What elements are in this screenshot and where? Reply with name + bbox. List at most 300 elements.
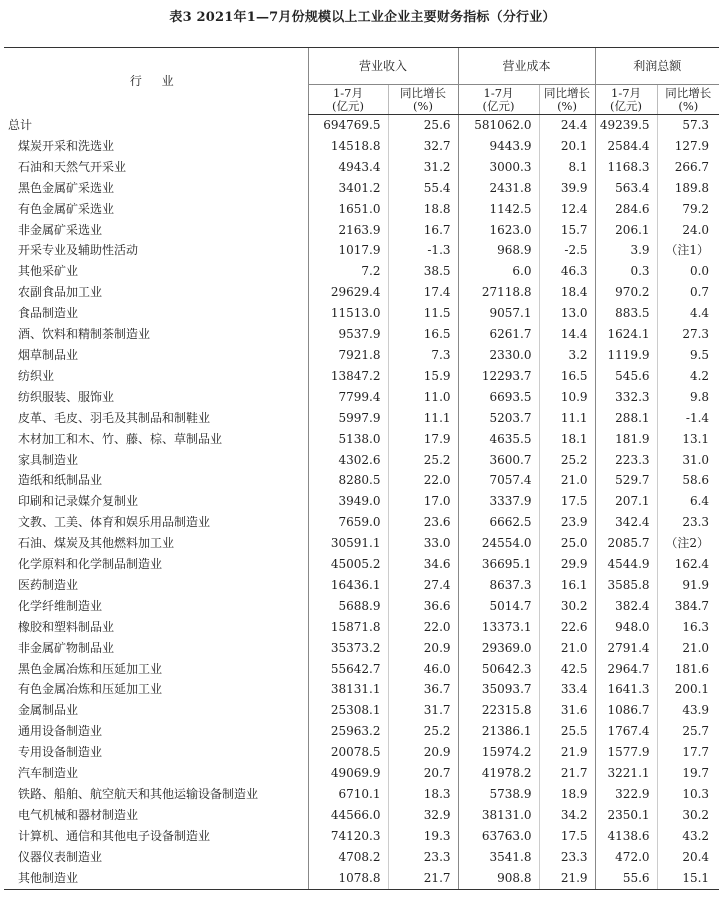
revenue-growth-cell: -1.3: [388, 240, 458, 261]
cost-growth-cell: -2.5: [539, 240, 595, 261]
cost-cell: 3337.9: [458, 491, 539, 512]
cost-growth-cell: 18.9: [539, 784, 595, 805]
industry-name-cell: 非金属矿采选业: [18, 222, 103, 237]
revenue-growth-cell: 15.9: [388, 366, 458, 387]
revenue-growth-cell: 55.4: [388, 178, 458, 199]
table-row: [4, 136, 719, 157]
revenue-growth-cell: 32.7: [388, 136, 458, 157]
profit-growth-cell: 19.7: [657, 763, 719, 784]
table-row: [4, 784, 719, 805]
cost-growth-cell: 16.1: [539, 575, 595, 596]
table-row: [4, 847, 719, 868]
profit-cell: 342.4: [595, 512, 657, 533]
industry-name-cell: 化学纤维制造业: [18, 598, 103, 613]
profit-cell: 206.1: [595, 220, 657, 241]
cost-cell: 6693.5: [458, 387, 539, 408]
profit-cell: 207.1: [595, 491, 657, 512]
industry-name-cell: 有色金属冶炼和压延加工业: [18, 682, 163, 697]
revenue-cell: 1651.0: [308, 199, 388, 220]
industry-name-cell: 通用设备制造业: [18, 724, 103, 739]
revenue-growth-cell: 31.2: [388, 157, 458, 178]
revenue-growth-cell: 22.0: [388, 470, 458, 491]
revenue-growth-cell: 18.3: [388, 784, 458, 805]
profit-cell: 472.0: [595, 847, 657, 868]
profit-growth-cell: 58.6: [657, 470, 719, 491]
cost-growth-cell: 13.0: [539, 303, 595, 324]
profit-growth-cell: 43.9: [657, 700, 719, 721]
table-row: [4, 450, 719, 471]
cost-growth-cell: 21.0: [539, 638, 595, 659]
revenue-cell: 45005.2: [308, 554, 388, 575]
cost-growth-cell: 25.5: [539, 721, 595, 742]
profit-cell: 563.4: [595, 178, 657, 199]
cost-cell: 1142.5: [458, 199, 539, 220]
profit-growth-cell: 57.3: [657, 115, 719, 136]
profit-growth-cell: 91.9: [657, 575, 719, 596]
table-row: [4, 659, 719, 680]
industry-name-cell: 专用设备制造业: [18, 745, 103, 760]
cost-growth-cell: 21.9: [539, 868, 595, 889]
revenue-growth-cell: 17.4: [388, 282, 458, 303]
cost-cell: 38131.0: [458, 805, 539, 826]
table-row: [4, 303, 719, 324]
cost-cell: 13373.1: [458, 617, 539, 638]
profit-cell: 2791.4: [595, 638, 657, 659]
revenue-growth-cell: 17.0: [388, 491, 458, 512]
profit-cell: 332.3: [595, 387, 657, 408]
industry-name-cell: 其他制造业: [4, 868, 308, 889]
cost-growth-cell: 25.0: [539, 533, 595, 554]
table-row: [4, 157, 719, 178]
revenue-cell: 49069.9: [308, 763, 388, 784]
revenue-cell: 14518.8: [308, 136, 388, 157]
table-row: [4, 721, 719, 742]
cost-growth-cell: 18.1: [539, 429, 595, 450]
profit-growth-cell: 266.7: [657, 157, 719, 178]
table-row: [4, 491, 719, 512]
revenue-growth-cell: 33.0: [388, 533, 458, 554]
revenue-cell: 4708.2: [308, 847, 388, 868]
profit-growth-cell: （注2）: [657, 533, 719, 554]
industry-name-cell: 文教、工美、体育和娱乐用品制造业: [18, 515, 211, 530]
cost-cell: 1623.0: [458, 220, 539, 241]
cost-cell: 41978.2: [458, 763, 539, 784]
revenue-cell: 694769.5: [308, 115, 388, 136]
revenue-cell: 6710.1: [308, 784, 388, 805]
cost-cell: 2330.0: [458, 345, 539, 366]
table-row: [4, 742, 719, 763]
profit-growth-cell: 15.1: [657, 868, 719, 889]
revenue-growth-cell: 34.6: [388, 554, 458, 575]
revenue-cell: 55642.7: [308, 659, 388, 680]
profit-growth-cell: -1.4: [657, 408, 719, 429]
revenue-cell: 7921.8: [308, 345, 388, 366]
cost-cell: 12293.7: [458, 366, 539, 387]
cost-cell: 5738.9: [458, 784, 539, 805]
revenue-cell: 7799.4: [308, 387, 388, 408]
cost-cell: 581062.0: [458, 115, 539, 136]
cost-growth-cell: 21.0: [539, 470, 595, 491]
industry-name-cell: 烟草制品业: [18, 347, 79, 362]
table-row: [4, 679, 719, 700]
cost-cell: 27118.8: [458, 282, 539, 303]
industry-name-cell: 有色金属矿采选业: [18, 201, 115, 216]
profit-cell: 2350.1: [595, 805, 657, 826]
revenue-growth-cell: 18.8: [388, 199, 458, 220]
cost-cell: 29369.0: [458, 638, 539, 659]
profit-amount-header: 1-7月 (亿元): [595, 85, 657, 115]
profit-cell: 1086.7: [595, 700, 657, 721]
profit-cell: 0.3: [595, 261, 657, 282]
industry-name-cell: 其他采矿业: [18, 264, 79, 279]
revenue-cell: 5997.9: [308, 408, 388, 429]
industry-name-cell: 黑色金属矿采选业: [18, 180, 115, 195]
profit-cell: 1624.1: [595, 324, 657, 345]
industry-name-cell: 造纸和纸制品业: [18, 473, 103, 488]
table-body: [4, 115, 719, 890]
cost-growth-cell: 3.2: [539, 345, 595, 366]
cost-cell: 2431.8: [458, 178, 539, 199]
revenue-cell: 15871.8: [308, 617, 388, 638]
profit-cell: 322.9: [595, 784, 657, 805]
revenue-cell: 7.2: [308, 261, 388, 282]
profit-cell: 181.9: [595, 429, 657, 450]
cost-cell: 63763.0: [458, 826, 539, 847]
cost-growth-cell: 39.9: [539, 178, 595, 199]
profit-cell: 2584.4: [595, 136, 657, 157]
profit-growth-cell: 79.2: [657, 199, 719, 220]
cost-growth-cell: 30.2: [539, 596, 595, 617]
cost-amount-header: 1-7月 (亿元): [458, 85, 539, 115]
table-row: [4, 220, 719, 241]
industry-name-cell: 非金属矿物制品业: [18, 640, 115, 655]
financial-indicators-table: [4, 47, 719, 890]
cost-cell: 6662.5: [458, 512, 539, 533]
table-row: [4, 199, 719, 220]
industry-name-cell: 皮革、毛皮、羽毛及其制品和制鞋业: [18, 410, 211, 425]
profit-growth-cell: 127.9: [657, 136, 719, 157]
profit-growth-cell: 4.2: [657, 366, 719, 387]
profit-growth-cell: （注1）: [657, 240, 719, 261]
profit-growth-cell: 10.3: [657, 784, 719, 805]
table-row: [4, 638, 719, 659]
profit-growth-cell: 384.7: [657, 596, 719, 617]
table-row: [4, 261, 719, 282]
cost-cell: 908.8: [458, 868, 539, 889]
table-row: [4, 554, 719, 575]
industry-name-cell: 石油和天然气开采业: [18, 159, 127, 174]
cost-cell: 22315.8: [458, 700, 539, 721]
cost-growth-cell: 15.7: [539, 220, 595, 241]
profit-cell: 948.0: [595, 617, 657, 638]
revenue-growth-cell: 23.6: [388, 512, 458, 533]
profit-growth-cell: 30.2: [657, 805, 719, 826]
profit-growth-cell: 162.4: [657, 554, 719, 575]
profit-growth-cell: 21.0: [657, 638, 719, 659]
table-row: [4, 763, 719, 784]
revenue-growth-cell: 7.3: [388, 345, 458, 366]
revenue-growth-cell: 36.6: [388, 596, 458, 617]
revenue-growth-cell: 20.9: [388, 742, 458, 763]
industry-name-cell: 铁路、船舶、航空航天和其他运输设备制造业: [18, 787, 259, 801]
revenue-growth-cell: 21.7: [388, 868, 458, 889]
profit-growth-cell: 200.1: [657, 679, 719, 700]
profit-growth-cell: 9.8: [657, 387, 719, 408]
table-row: [4, 387, 719, 408]
cost-growth-cell: 10.9: [539, 387, 595, 408]
profit-cell: 529.7: [595, 470, 657, 491]
cost-cell: 24554.0: [458, 533, 539, 554]
revenue-growth-cell: 17.9: [388, 429, 458, 450]
industry-name-cell: 化学原料和化学制品制造业: [18, 557, 163, 572]
profit-cell: 3585.8: [595, 575, 657, 596]
revenue-cell: 44566.0: [308, 805, 388, 826]
revenue-cell: 25963.2: [308, 721, 388, 742]
page-title: 表3 2021年1—7月份规模以上工业企业主要财务指标（分行业）: [169, 10, 556, 25]
industry-name-cell: 仪器仪表制造业: [18, 849, 103, 864]
profit-growth-cell: 189.8: [657, 178, 719, 199]
cost-growth-cell: 17.5: [539, 491, 595, 512]
profit-cell: 223.3: [595, 450, 657, 471]
revenue-growth-cell: 32.9: [388, 805, 458, 826]
cost-growth-cell: 23.3: [539, 847, 595, 868]
industry-name-cell: 石油、煤炭及其他燃料加工业: [18, 536, 175, 551]
revenue-cell: 74120.3: [308, 826, 388, 847]
profit-growth-cell: 16.3: [657, 617, 719, 638]
profit-growth-cell: 24.0: [657, 220, 719, 241]
table-row: [4, 282, 719, 303]
profit-cell: 545.6: [595, 366, 657, 387]
revenue-cell: 1078.8: [308, 868, 388, 889]
cost-growth-cell: 22.6: [539, 617, 595, 638]
cost-cell: 5014.7: [458, 596, 539, 617]
cost-cell: 6261.7: [458, 324, 539, 345]
revenue-cell: 1017.9: [308, 240, 388, 261]
profit-growth-cell: 27.3: [657, 324, 719, 345]
profit-cell: 55.6: [595, 868, 657, 889]
profit-growth-cell: 13.1: [657, 429, 719, 450]
cost-growth-cell: 23.9: [539, 512, 595, 533]
table-row: [4, 805, 719, 826]
profit-growth-cell: 31.0: [657, 450, 719, 471]
revenue-cell: 5138.0: [308, 429, 388, 450]
table-row: [4, 178, 719, 199]
table-row: [4, 408, 719, 429]
industry-name-cell: 汽车制造业: [18, 766, 79, 781]
revenue-growth-cell: 16.5: [388, 324, 458, 345]
cost-growth-cell: 46.3: [539, 261, 595, 282]
cost-cell: 9057.1: [458, 303, 539, 324]
table-row: [4, 533, 719, 554]
table-row: [4, 470, 719, 491]
industry-name-cell: 纺织业: [18, 368, 55, 383]
revenue-cell: 8280.5: [308, 470, 388, 491]
profit-growth-cell: 9.5: [657, 345, 719, 366]
industry-name-cell: 农副食品加工业: [18, 285, 103, 300]
cost-growth-cell: 21.7: [539, 763, 595, 784]
table-header: [4, 48, 719, 115]
profit-cell: 49239.5: [595, 115, 657, 136]
table-row: [4, 617, 719, 638]
cost-growth-cell: 21.9: [539, 742, 595, 763]
profit-growth-cell: 181.6: [657, 659, 719, 680]
revenue-cell: 30591.1: [308, 533, 388, 554]
profit-cell: 1767.4: [595, 721, 657, 742]
profit-group-header: 利润总额: [595, 48, 719, 85]
table-row: [4, 596, 719, 617]
revenue-growth-cell: 19.3: [388, 826, 458, 847]
cost-cell: 4635.5: [458, 429, 539, 450]
industry-name-cell: 食品制造业: [18, 306, 79, 321]
industry-name-cell: 医药制造业: [18, 577, 79, 592]
profit-cell: 970.2: [595, 282, 657, 303]
revenue-cell: 29629.4: [308, 282, 388, 303]
revenue-growth-cell: 11.5: [388, 303, 458, 324]
profit-growth-cell: 17.7: [657, 742, 719, 763]
revenue-cell: 3949.0: [308, 491, 388, 512]
profit-growth-cell: 20.4: [657, 847, 719, 868]
cost-growth-cell: 42.5: [539, 659, 595, 680]
revenue-cell: 13847.2: [308, 366, 388, 387]
cost-cell: 50642.3: [458, 659, 539, 680]
industry-name-cell: 酒、饮料和精制茶制造业: [18, 327, 151, 342]
revenue-cell: 2163.9: [308, 220, 388, 241]
revenue-cell: 11513.0: [308, 303, 388, 324]
table-row: [4, 240, 719, 261]
revenue-cell: 4302.6: [308, 450, 388, 471]
revenue-cell: 16436.1: [308, 575, 388, 596]
revenue-growth-cell: 11.0: [388, 387, 458, 408]
cost-growth-cell: 18.4: [539, 282, 595, 303]
revenue-cell: 3401.2: [308, 178, 388, 199]
cost-growth-cell: 11.1: [539, 408, 595, 429]
table-row: [4, 575, 719, 596]
profit-cell: 1119.9: [595, 345, 657, 366]
revenue-growth-cell: 20.7: [388, 763, 458, 784]
cost-cell: 3541.8: [458, 847, 539, 868]
profit-cell: 382.4: [595, 596, 657, 617]
industry-name-cell: 印刷和记录媒介复制业: [18, 494, 139, 509]
revenue-growth-cell: 46.0: [388, 659, 458, 680]
cost-growth-cell: 12.4: [539, 199, 595, 220]
cost-growth-cell: 20.1: [539, 136, 595, 157]
cost-group-header: 营业成本: [458, 48, 595, 85]
cost-growth-cell: 31.6: [539, 700, 595, 721]
profit-growth-cell: 4.4: [657, 303, 719, 324]
profit-cell: 3221.1: [595, 763, 657, 784]
revenue-amount-header: 1-7月 (亿元): [308, 85, 388, 115]
industry-name-cell: 金属制品业: [18, 703, 79, 718]
cost-cell: 3000.3: [458, 157, 539, 178]
industry-name-cell: 煤炭开采和洗选业: [18, 138, 115, 153]
cost-growth-cell: 34.2: [539, 805, 595, 826]
profit-cell: 1641.3: [595, 679, 657, 700]
profit-cell: 2964.7: [595, 659, 657, 680]
revenue-growth-cell: 25.2: [388, 450, 458, 471]
cost-cell: 15974.2: [458, 742, 539, 763]
revenue-growth-cell: 31.7: [388, 700, 458, 721]
cost-cell: 9443.9: [458, 136, 539, 157]
revenue-cell: 35373.2: [308, 638, 388, 659]
profit-growth-cell: 25.7: [657, 721, 719, 742]
profit-cell: 2085.7: [595, 533, 657, 554]
revenue-growth-cell: 25.6: [388, 115, 458, 136]
revenue-cell: 5688.9: [308, 596, 388, 617]
profit-cell: 288.1: [595, 408, 657, 429]
industry-name-cell: 橡胶和塑料制品业: [18, 619, 115, 634]
cost-cell: 7057.4: [458, 470, 539, 491]
profit-growth-header: 同比增长 (%): [657, 85, 719, 115]
profit-growth-cell: 0.0: [657, 261, 719, 282]
revenue-growth-cell: 25.2: [388, 721, 458, 742]
cost-growth-cell: 17.5: [539, 826, 595, 847]
cost-cell: 3600.7: [458, 450, 539, 471]
table-row: [4, 512, 719, 533]
profit-cell: 883.5: [595, 303, 657, 324]
revenue-growth-cell: 27.4: [388, 575, 458, 596]
revenue-growth-cell: 11.1: [388, 408, 458, 429]
cost-cell: 36695.1: [458, 554, 539, 575]
industry-name-cell: 黑色金属冶炼和压延加工业: [18, 661, 163, 676]
revenue-growth-header: 同比增长 (%): [388, 85, 458, 115]
revenue-growth-cell: 20.9: [388, 638, 458, 659]
profit-cell: 1168.3: [595, 157, 657, 178]
table-row: [4, 429, 719, 450]
cost-growth-cell: 24.4: [539, 115, 595, 136]
revenue-growth-cell: 23.3: [388, 847, 458, 868]
profit-cell: 4138.6: [595, 826, 657, 847]
profit-cell: 3.9: [595, 240, 657, 261]
revenue-cell: 9537.9: [308, 324, 388, 345]
table-row: [4, 868, 719, 889]
cost-growth-cell: 8.1: [539, 157, 595, 178]
profit-growth-cell: 43.2: [657, 826, 719, 847]
industry-column-header: 行 业: [4, 48, 308, 115]
industry-name-cell: 家具制造业: [18, 452, 79, 467]
industry-name-cell: 纺织服装、服饰业: [18, 389, 115, 404]
revenue-growth-cell: 16.7: [388, 220, 458, 241]
cost-cell: 6.0: [458, 261, 539, 282]
industry-name-cell: 总计: [8, 117, 33, 132]
cost-growth-header: 同比增长 (%): [539, 85, 595, 115]
profit-growth-cell: 23.3: [657, 512, 719, 533]
cost-growth-cell: 29.9: [539, 554, 595, 575]
revenue-growth-cell: 38.5: [388, 261, 458, 282]
cost-cell: 21386.1: [458, 721, 539, 742]
table-row: [4, 700, 719, 721]
cost-cell: 35093.7: [458, 679, 539, 700]
table-row: [4, 826, 719, 847]
revenue-cell: 38131.1: [308, 679, 388, 700]
cost-growth-cell: 33.4: [539, 679, 595, 700]
profit-cell: 284.6: [595, 199, 657, 220]
cost-cell: 968.9: [458, 240, 539, 261]
revenue-growth-cell: 22.0: [388, 617, 458, 638]
revenue-cell: 20078.5: [308, 742, 388, 763]
revenue-cell: 25308.1: [308, 700, 388, 721]
profit-cell: 4544.9: [595, 554, 657, 575]
industry-name-cell: 木材加工和木、竹、藤、棕、草制品业: [18, 431, 223, 446]
table-row: [4, 345, 719, 366]
cost-growth-cell: 16.5: [539, 366, 595, 387]
industry-name-cell: 计算机、通信和其他电子设备制造业: [18, 828, 211, 843]
industry-name-cell: 开采专业及辅助性活动: [18, 243, 139, 258]
revenue-growth-cell: 36.7: [388, 679, 458, 700]
table-row: [4, 324, 719, 345]
cost-cell: 5203.7: [458, 408, 539, 429]
cost-growth-cell: 14.4: [539, 324, 595, 345]
total-row: [4, 115, 719, 136]
